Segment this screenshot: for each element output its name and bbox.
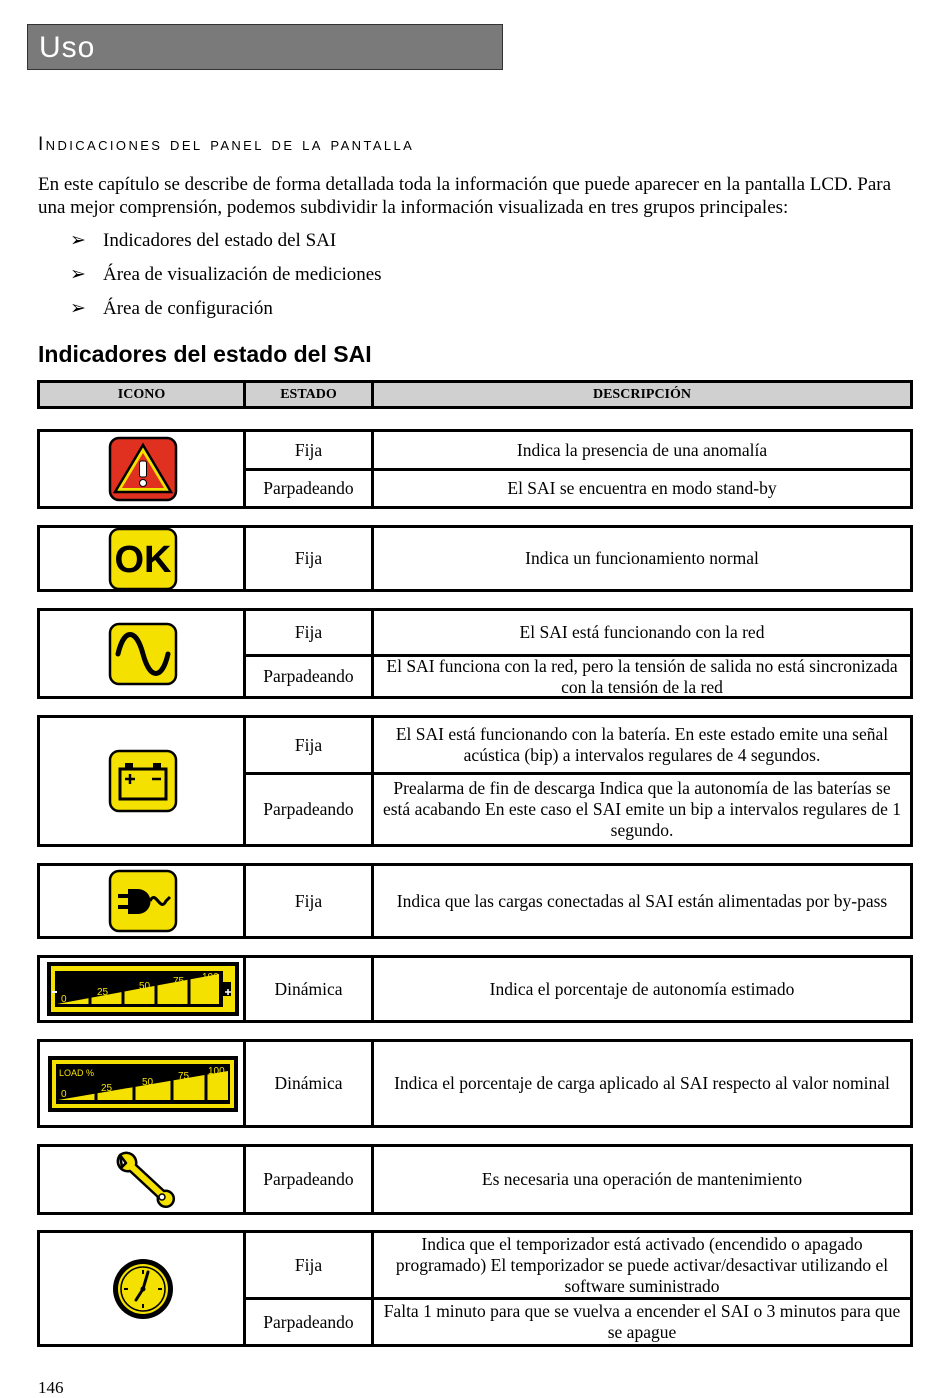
header-estado: ESTADO	[280, 387, 337, 402]
estado-cell: Fija	[294, 439, 323, 460]
intro-paragraph: En este capítulo se describe de forma detallada toda la información que puede aparecer en la pantalla LCD. Para una mejor comprensión, podemos subdividir la información visualizada en tres grupos principales:	[38, 174, 892, 218]
table-row	[37, 429, 913, 509]
descripcion-cell: Indica la presencia de una anomalía	[516, 439, 768, 460]
table-row	[37, 715, 913, 847]
estado-cell: Fija	[294, 548, 323, 568]
table-row	[37, 1039, 913, 1128]
arrow-bullet-icon: ➢	[70, 298, 86, 319]
load-level-bar-icon	[40, 1042, 245, 1125]
estado-cell: Parpadeando	[263, 666, 354, 686]
chapter-header	[27, 24, 503, 70]
estado-cell: Fija	[294, 622, 323, 642]
header-descripcion: DESCRIPCIÓN	[592, 387, 691, 402]
list-item: ➢ Área de visualización de mediciones	[70, 264, 382, 285]
list-item: ➢ Área de configuración	[70, 298, 273, 319]
svg-text:100: 100	[201, 972, 219, 983]
svg-text:OK: OK	[114, 538, 171, 581]
descripcion-cell: El SAI funciona con la red, pero la tensión de salida no está sincronizada con la tensión de la red	[386, 655, 898, 697]
estado-cell: Parpadeando	[263, 1311, 354, 1332]
table-row	[37, 863, 913, 939]
descripcion-cell: El SAI está funcionando con la red	[519, 622, 765, 642]
svg-text:LOAD %: LOAD %	[58, 1067, 94, 1078]
battery-icon	[40, 718, 245, 844]
estado-cell: Parpadeando	[263, 1169, 354, 1189]
table-row	[37, 1230, 913, 1347]
warning-icon	[40, 432, 245, 506]
table-row	[37, 525, 913, 592]
list-item: ➢ Indicadores del estado del SAI	[70, 230, 337, 251]
descripcion-cell: El SAI está funcionando con la batería. En este estado emite una señal acústica (bip) a intervalos regulares de 4 segundos.	[395, 724, 889, 765]
svg-text:50: 50	[141, 1076, 153, 1088]
subsection-title: Indicadores del estado del SAI	[38, 341, 372, 367]
section-title: Indicaciones del panel de la pantalla	[38, 134, 415, 155]
descripcion-cell: Es necesaria una operación de mantenimiento	[481, 1169, 803, 1189]
plug-icon	[40, 866, 245, 936]
arrow-bullet-icon: ➢	[70, 264, 86, 285]
estado-cell: Fija	[294, 734, 323, 755]
svg-text:0: 0	[60, 1088, 67, 1100]
table-header	[37, 380, 913, 409]
estado-cell: Dinámica	[274, 1073, 343, 1093]
svg-text:0: 0	[60, 994, 67, 1005]
header-icono: ICONO	[117, 387, 166, 402]
bullet-list	[70, 229, 382, 331]
estado-cell: Fija	[294, 890, 323, 911]
svg-text:75: 75	[177, 1070, 189, 1082]
svg-text:50: 50	[138, 981, 150, 992]
svg-text:25: 25	[96, 987, 108, 998]
sine-wave-icon	[40, 611, 245, 696]
svg-text:25: 25	[100, 1082, 112, 1094]
arrow-bullet-icon: ➢	[70, 230, 86, 251]
table-row	[37, 1144, 913, 1215]
descripcion-cell: Prealarma de fin de descarga Indica que la autonomía de las baterías se está acabando En este caso el SAI emite un bip a intervalos regulares de 1 segundo.	[382, 778, 901, 840]
ok-icon	[40, 528, 245, 589]
wrench-icon	[40, 1147, 245, 1212]
estado-cell: Dinámica	[274, 978, 343, 999]
descripcion-cell: Indica el porcentaje de autonomía estimado	[489, 978, 795, 999]
table-row	[37, 608, 913, 699]
descripcion-cell: Indica un funcionamiento normal	[525, 548, 759, 568]
battery-level-bar-icon	[40, 958, 245, 1020]
page-number: 146	[38, 1378, 64, 1397]
estado-cell: Parpadeando	[263, 799, 354, 819]
descripcion-cell: Indica que las cargas conectadas al SAI están alimentadas por by-pass	[396, 890, 888, 911]
svg-text:100: 100	[207, 1065, 225, 1077]
descripcion-cell: Falta 1 minuto para que se vuelva a encender el SAI o 3 minutos para que se apague	[383, 1301, 901, 1342]
descripcion-cell: El SAI se encuentra en modo stand-by	[507, 478, 777, 498]
chapter-title: Uso	[39, 31, 96, 64]
descripcion-cell: Indica el porcentaje de carga aplicado al SAI respecto al valor nominal	[394, 1073, 890, 1093]
descripcion-cell: Indica que el temporizador está activado (encendido o apagado programado) El temporizador se puede activar/desactivar utilizando el software suministrado	[395, 1233, 889, 1296]
estado-cell: Parpadeando	[263, 478, 354, 498]
estado-cell: Fija	[294, 1254, 323, 1275]
svg-text:75: 75	[172, 976, 184, 987]
clock-icon	[40, 1233, 245, 1344]
table-row	[37, 955, 913, 1023]
